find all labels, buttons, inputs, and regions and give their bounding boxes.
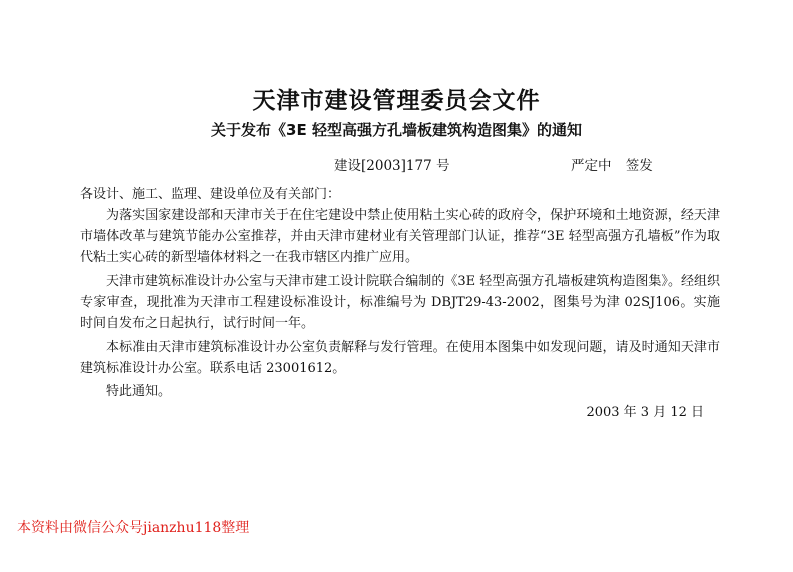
signer: 严定中 签发 [571,158,653,174]
watermark-text: 本资料由微信公众号jianzhu118整理 [17,520,250,536]
paragraph-2: 天津市建筑标准设计办公室与天津市建工设计院联合编制的《3E 轻型高强方孔墙板建筑构造图集》。经组织专家审查，现批准为天津市工程建设标准设计，标准编号为 DBJT29-43-2002，图集号为津 02SJ106。实施时间自发布之日起执行，试行时间一年。 [80,274,720,331]
paragraph-1: 为落实国家建设部和天津市关于在住宅建设中禁止使用粘土实心砖的政府令，保护环境和土地资源，经天津市墙体改革与建筑节能办公室推荐，并由天津市建材业有关管理部门认证，推荐“3E 轻型高强方孔墙板”作为取代粘土实心砖的新型墙体材料之一在我市辖区内推广应用。 [80,208,720,265]
document-date: 2003 年 3 月 12 日 [586,405,704,420]
addressee: 各设计、施工、监理、建设单位及有关部门： [80,187,341,202]
closing-text: 特此通知。 [106,384,172,399]
paragraph-3: 本标准由天津市建筑标准设计办公室负责解释与发行管理。在使用本图集中如发现问题，请及时通知天津市建筑标准设计办公室。联系电话 23001612。 [80,340,720,376]
document-title: 天津市建设管理委员会文件 [252,88,541,114]
document-number: 建设[2003]177 号 [334,158,450,174]
document-subtitle: 关于发布《3E 轻型高强方孔墙板建筑构造图集》的通知 [211,121,582,139]
